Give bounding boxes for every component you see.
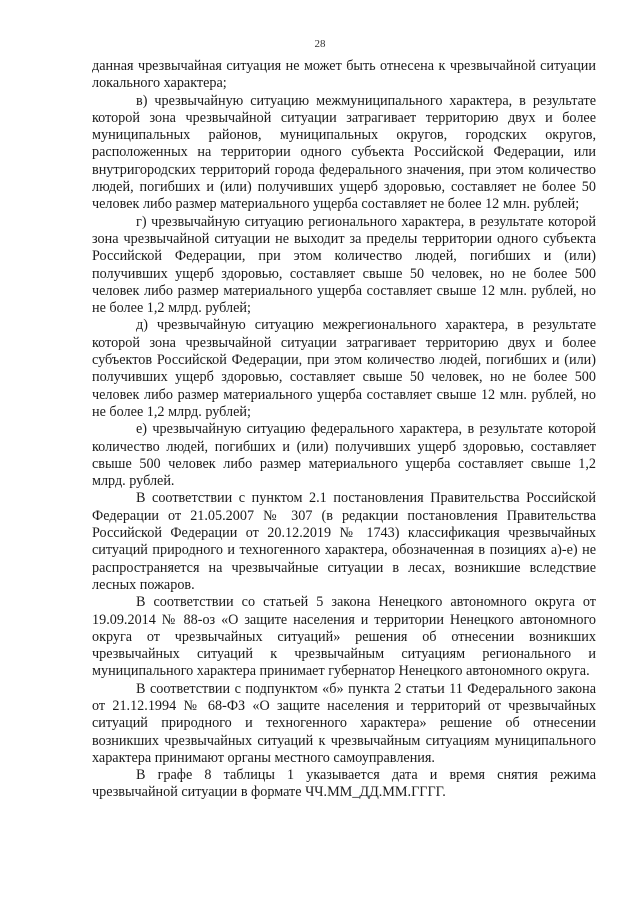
paragraph-table-column-8: В графе 8 таблицы 1 указывается дата и время снятия режима чрезвычайной ситуации в формате ЧЧ.ММ_ДД.ММ.ГГГГ. <box>92 767 596 801</box>
paragraph-resolution-307: В соответствии с пунктом 2.1 постановления Правительства Российской Федерации от 21.05.2007 № 307 (в редакции постановления Правительства Российской Федерации от 20.12.2019 № 1743) классификация чрезвычайных ситуаций природного и техногенного характера, обозначенная в позициях а)-е) не распространяется на чрезвычайные ситуации в лесах, возникшие вследствие лесных пожаров. <box>92 490 596 593</box>
paragraph-item-e: е) чрезвычайную ситуацию федерального характера, в результате которой количество людей, погибших и (или) получивших ущерб здоровью, составляет свыше 500 человек либо размер материального ущерба составляет свыше 1,2 млрд. рублей. <box>92 421 596 490</box>
paragraph-item-g: г) чрезвычайную ситуацию регионального характера, в результате которой зона чрезвычайной ситуации не выходит за пределы территории одного субъекта Российской Федерации, при этом количество людей, погибших и (или) получивших ущерб здоровью, составляет свыше 50 человек, но не более 500 человек либо размер материального ущерба составляет свыше 12 млн. рублей, но не более 1,2 млрд. рублей; <box>92 213 596 317</box>
paragraph-law-68-fz: В соответствии с подпунктом «б» пункта 2 статьи 11 Федерального закона от 21.12.1994 № 68-ФЗ «О защите населения и территорий от чрезвычайных ситуаций природного и техногенного характера» решение об отнесении возникших чрезвычайных ситуаций к чрезвычайным ситуациям муниципального характера принимают органы местного самоуправления. <box>92 680 596 766</box>
document-body <box>92 58 596 802</box>
paragraph-continuation: данная чрезвычайная ситуация не может быть отнесена к чрезвычайной ситуации локального характера; <box>92 58 596 92</box>
page-number: 28 <box>314 38 326 50</box>
paragraph-item-d: д) чрезвычайную ситуацию межрегионального характера, в результате которой зона чрезвычайной ситуации затрагивает территорию двух и более субъектов Российской Федерации, при этом количество людей, погибших и (или) получивших ущерб здоровью, составляет свыше 50 человек, но не более 500 человек либо размер материального ущерба составляет свыше 12 млн. рублей, но не более 1,2 млрд. рублей; <box>92 317 596 420</box>
paragraph-law-88-oz: В соответствии со статьей 5 закона Ненецкого автономного округа от 19.09.2014 № 88-оз «О защите населения и территории Ненецкого автономного округа от чрезвычайных ситуаций» решения об отнесении возникших чрезвычайных ситуаций к чрезвычайным ситуациям регионального и муниципального характера принимает губернатор Ненецкого автономного округа. <box>92 594 596 680</box>
paragraph-item-v: в) чрезвычайную ситуацию межмуниципального характера, в результате которой зона чрезвычайной ситуации затрагивает территорию двух и более муниципальных районов, муниципальных округов, городских округов, расположенных на территории одного субъекта Российской Федерации, или внутригородских территорий города федерального значения, при этом количество людей, погибших и (или) получивших ущерб здоровью, составляет не более 50 человек либо размер материального ущерба составляет не более 12 млн. рублей; <box>92 92 596 213</box>
